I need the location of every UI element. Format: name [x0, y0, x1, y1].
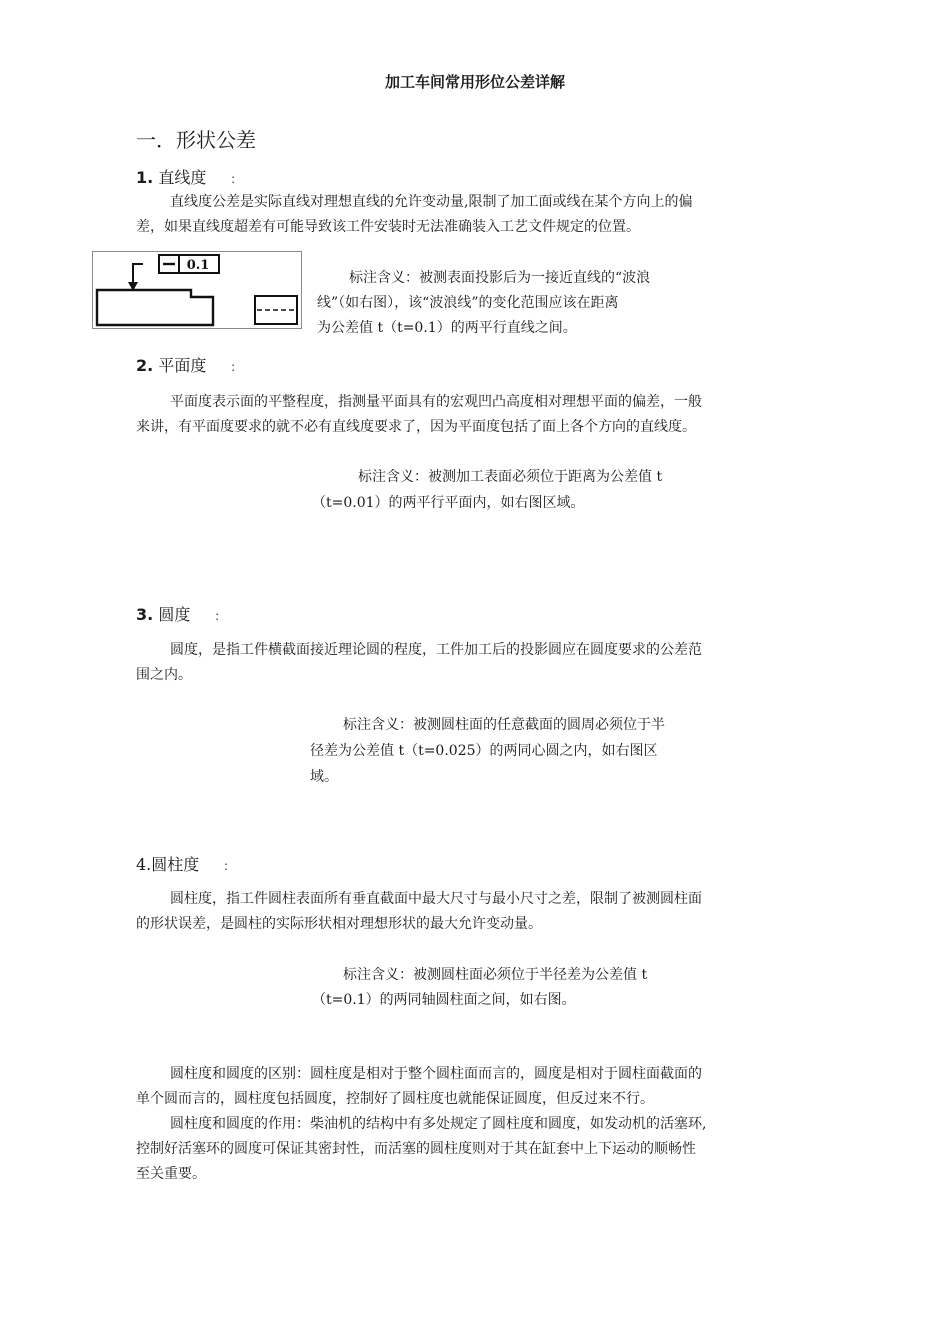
- note-line: 标注含义：被测圆柱面必须位于半径差为公差值 t: [343, 967, 648, 983]
- paragraph-line: 圆度，是指工件横截面接近理论圆的程度，工件加工后的投影圆应在圆度要求的公差范: [170, 642, 702, 658]
- paragraph-line: 平面度表示面的平整程度，指测量平面具有的宏观凹凸高度相对理想平面的偏差，一般: [170, 394, 702, 410]
- heading-colon: ：: [214, 609, 227, 623]
- document-title: 加工车间常用形位公差详解: [384, 73, 565, 91]
- note-line: 标注含义：被测加工表面必须位于距离为公差值 t: [358, 469, 663, 485]
- heading-colon: ：: [230, 360, 243, 374]
- heading-number: 4.: [136, 855, 152, 874]
- paragraph-line: 围之内。: [136, 667, 192, 683]
- heading-number: 1.: [136, 168, 154, 187]
- note-line: 径差为公差值 t（t=0.025）的两同心圆之内，如右图区: [310, 743, 658, 759]
- paragraph-line: 控制好活塞环的圆度可保证其密封性，而活塞的圆柱度则对于其在缸套中上下运动的顺畅性: [136, 1141, 696, 1157]
- heading-number: 2.: [136, 356, 154, 375]
- heading-flatness: [136, 353, 242, 376]
- straightness-figure: [92, 251, 302, 329]
- straightness-drawing: [93, 252, 301, 328]
- heading-roundness: [136, 602, 226, 625]
- paragraph-line: 的形状误差，是圆柱的实际形状相对理想形状的最大允许变动量。: [136, 916, 542, 932]
- paragraph-line: 直线度公差是实际直线对理想直线的允许变动量,限制了加工面或线在某个方向上的偏: [170, 194, 693, 210]
- heading-cylindricity: [136, 852, 235, 875]
- paragraph-line: 来讲，有平面度要求的就不必有直线度要求了，因为平面度包括了面上各个方向的直线度。: [136, 419, 696, 435]
- heading-text: 平面度: [158, 356, 207, 375]
- paragraph-line: 单个圆而言的，圆柱度包括圆度，控制好了圆柱度也就能保证圆度，但反过来不行。: [136, 1091, 654, 1107]
- heading-number: 3.: [136, 605, 154, 624]
- heading-colon: ：: [230, 172, 243, 186]
- note-line: （t=0.01）的两平行平面内，如右图区域。: [312, 495, 585, 511]
- paragraph-line: 差，如果直线度超差有可能导致该工件安装时无法准确装入工艺文件规定的位置。: [136, 219, 640, 235]
- tolerance-value: 0.1: [186, 258, 210, 273]
- heading-text: 圆柱度: [151, 855, 200, 874]
- section-heading-form-tolerance: 一．形状公差: [136, 128, 256, 152]
- note-line: 为公差值 t（t=0.1）的两平行直线之间。: [317, 320, 577, 336]
- heading-colon: ：: [223, 859, 236, 873]
- heading-text: 直线度: [158, 168, 207, 187]
- paragraph-line: 至关重要。: [136, 1166, 206, 1182]
- note-line: （t=0.1）的两同轴圆柱面之间，如右图。: [312, 992, 576, 1008]
- part-outline: [97, 290, 213, 325]
- heading-straightness: [136, 165, 242, 188]
- paragraph-line: 圆柱度和圆度的区别：圆柱度是相对于整个圆柱面而言的，圆度是相对于圆柱面截面的: [170, 1066, 702, 1082]
- paragraph-line: 圆柱度，指工件圆柱表面所有垂直截面中最大尺寸与最小尺寸之差，限制了被测圆柱面: [170, 891, 702, 907]
- paragraph-line: 圆柱度和圆度的作用：柴油机的结构中有多处规定了圆柱度和圆度，如发动机的活塞环,: [170, 1116, 707, 1132]
- note-line: 标注含义：被测圆柱面的任意截面的圆周必须位于半: [343, 717, 665, 733]
- note-line: 线”（如右图），该“波浪线”的变化范围应该在距离: [317, 295, 619, 311]
- note-line: 标注含义：被测表面投影后为一接近直线的“波浪: [349, 270, 651, 286]
- note-line: 域。: [310, 769, 338, 785]
- heading-text: 圆度: [158, 605, 191, 624]
